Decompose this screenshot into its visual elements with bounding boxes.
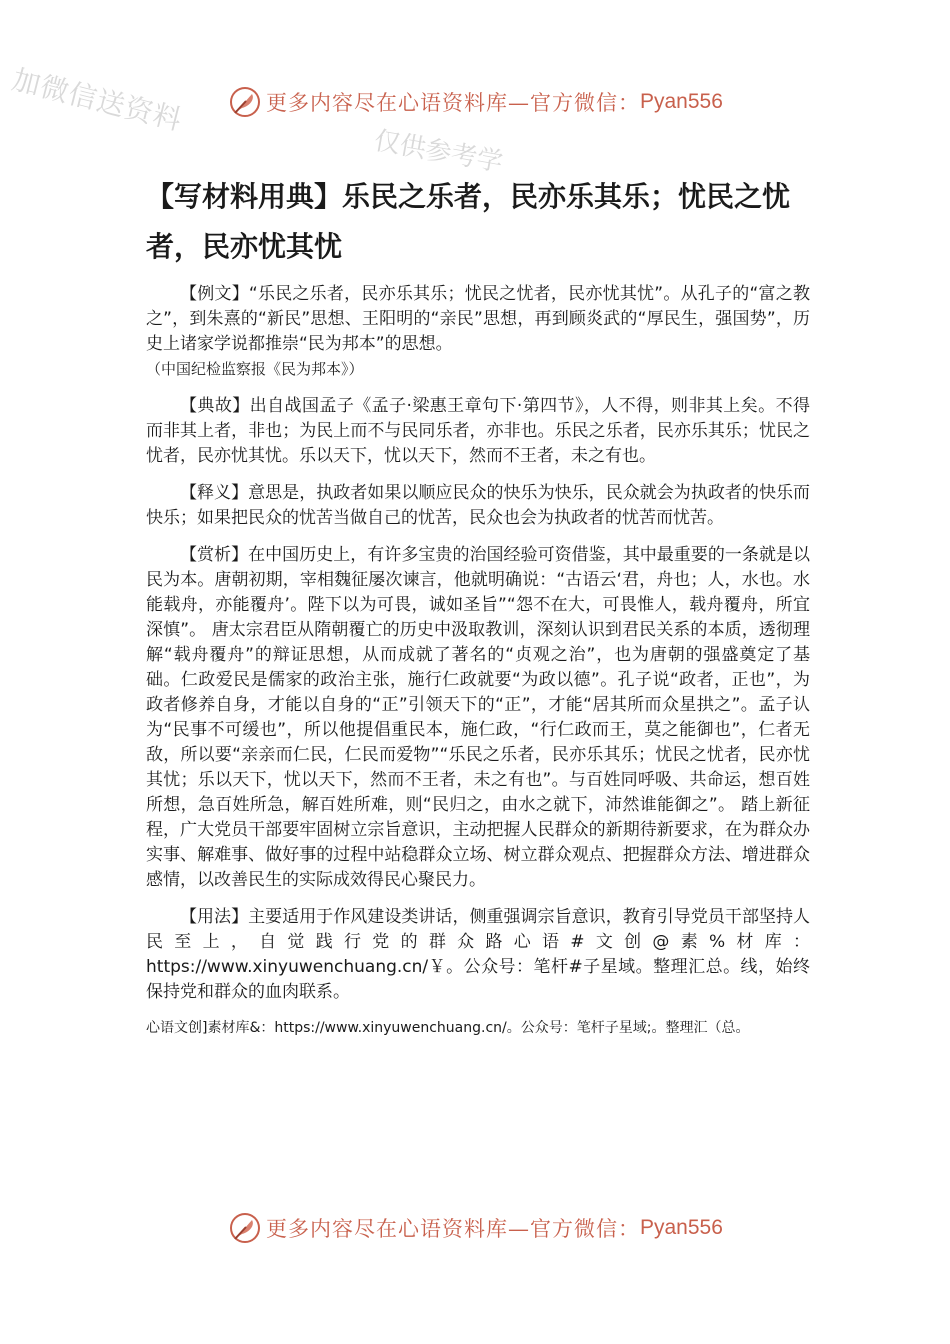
banner-wechat-id: Pyan556 (640, 90, 723, 113)
usage-paragraph: 【用法】主要适用于作风建设类讲话，侧重强调宗旨意识，教育引导党员干部坚持人民至上，自觉践行党的群众路心语#文创@素%材库：https://www.xinyuwenchuang.cn/￥。公众号：笔杆#子星域。整理汇总。线，始终保持党和群众的血肉联系。 (146, 907, 810, 1002)
feather-quill-icon (228, 1211, 262, 1245)
watermark-left: 加微信送资料 (8, 62, 186, 137)
example-source: （中国纪检监察报《民为邦本》） (146, 360, 364, 378)
banner-text: 更多内容尽在心语资料库—官方微信： (266, 91, 640, 115)
example-paragraph (146, 282, 810, 382)
footer-note: 心语文创]素材库&：https://www.xinyuwenchuang.cn/。公众号：笔杆子星域;。整理汇（总。 (146, 1020, 750, 1036)
appreciation-paragraph: 【赏析】在中国历史上，有许多宝贵的治国经验可资借鉴，其中最重要的一条就是以民为本。唐朝初期，宰相魏征屡次谏言，他就明确说：“古语云‘君，舟也；人，水也。水能载舟，亦能覆舟’。陛下以为可畏，诚如圣旨”“怨不在大，可畏惟人，载舟覆舟，所宜深慎”。 唐太宗君臣从隋朝覆亡的历史中汲取教训，深刻认识到君民关系的本质，透彻理解“载舟覆舟”的辩证思想，从而成就了著名的“贞观之治”，也为唐朝的强盛奠定了基础。仁政爱民是儒家的政治主张，施行仁政就要“为政以德”。孔子说“政者，正也”，为政者修养自身，才能以自身的“正”引领天下的“正”，才能“居其所而众星拱之”。孟子认为“民事不可缓也”，所以他提倡重民本，施仁政，“行仁政而王，莫之能御也”，仁者无敌，所以要“亲亲而仁民，仁民而爱物”“乐民之乐者，民亦乐其乐；忧民之忧者，民亦忧其忧；乐以天下，忧以天下，然而不王者，未之有也”。与百姓同呼吸、共命运，想百姓所想，急百姓所急，解百姓所难，则“民归之，由水之就下，沛然谁能御之”。 踏上新征程，广大党员干部要牢固树立宗旨意识，主动把握人民群众的新期待新要求，在为群众办实事、解难事、做好事的过程中站稳群众立场、树立群众观点、把握群众方法、增进群众感情，以改善民生的实际成效得民心聚民力。 (146, 545, 810, 890)
watermark-right: 仅供参考学 (371, 125, 505, 179)
footer-banner (228, 1208, 723, 1248)
example-text: 【例文】“乐民之乐者，民亦乐其乐；忧民之忧者，民亦忧其忧”。从孔子的“富之教之”，到朱熹的“新民”思想、王阳明的“亲民”思想，再到顾炎武的“厚民生，强国势”，历史上诸家学说都推崇“民为邦本”的思想。 (146, 284, 810, 354)
header-banner (228, 82, 723, 122)
banner-wechat-id: Pyan556 (640, 1216, 723, 1239)
feather-quill-icon (228, 85, 262, 119)
banner-text: 更多内容尽在心语资料库—官方微信： (266, 1217, 640, 1241)
article-body (146, 282, 810, 1051)
article-title: 【写材料用典】乐民之乐者，民亦乐其乐；忧民之忧者，民亦忧其忧 (146, 180, 791, 263)
allusion-paragraph: 【典故】出自战国孟子《孟子·梁惠王章句下·第四节》，人不得，则非其上矣。不得而非其上者，非也；为民上而不与民同乐者，亦非也。乐民之乐者，民亦乐其乐；忧民之忧者，民亦忧其忧。乐以天下，忧以天下，然而不王者，未之有也。 (146, 396, 810, 466)
meaning-paragraph: 【释义】意思是，执政者如果以顺应民众的快乐为快乐，民众就会为执政者的快乐而快乐；如果把民众的忧苦当做自己的忧苦，民众也会为执政者的忧苦而忧苦。 (146, 483, 810, 528)
